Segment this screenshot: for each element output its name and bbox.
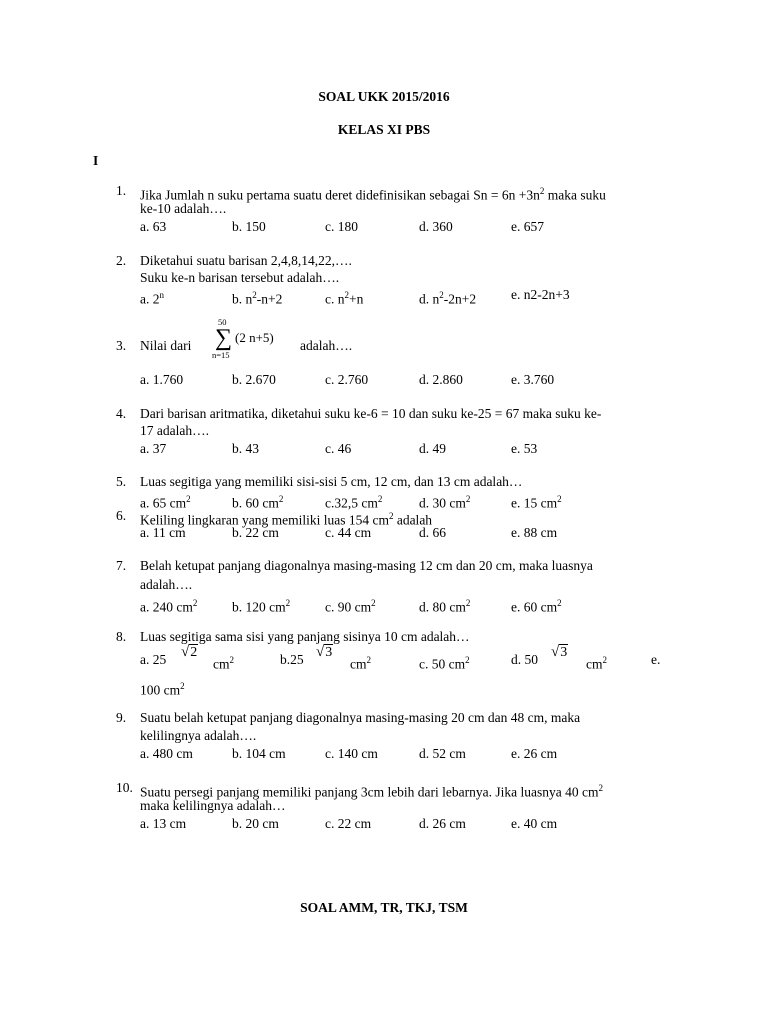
- question-4-text: Dari barisan aritmatika, diketahui suku ke-6 = 10 dan suku ke-25 = 67 maka suku ke-: [140, 406, 602, 421]
- question-6-text: Keliling lingkaran yang memiliki luas 154 $cm^2$ adalah: [140, 511, 433, 528]
- question-9-option-c: c. 140 cm: [325, 746, 378, 761]
- question-10-number: 10.: [116, 780, 133, 795]
- question-4-option-a: a. 37: [140, 441, 167, 456]
- question-2-text: Diketahui suatu barisan 2,4,8,14,22,….: [140, 253, 352, 268]
- question-1-text: Jika Jumlah n suku pertama suatu deret didefinisikan sebagai $Sn = 6n +3n^2$ maka suku: [140, 186, 606, 203]
- question-4-number: 4.: [116, 406, 127, 421]
- question-4-option-b: b. 43: [232, 441, 259, 456]
- question-4-option-e: e. 53: [511, 441, 538, 456]
- question-10-text: Suatu persegi panjang memiliki panjang 3cm lebih dari lebarnya. Jika luasnya 40 $cm^2$: [140, 783, 603, 800]
- sqrt-3-symbol: √3: [316, 644, 333, 660]
- question-9-option-d: d. 52 cm: [419, 746, 466, 761]
- question-7-option-a: a. 240 $cm^2$: [140, 598, 198, 615]
- question-6-option-c: c. 44 cm: [325, 525, 372, 540]
- question-7-option-b: b. 120 $cm^2$: [232, 598, 291, 615]
- question-3-number: 3.: [116, 338, 127, 353]
- question-8-text: Luas segitiga sama sisi yang panjang sisinya 10 cm adalah…: [140, 629, 470, 644]
- question-3-option-e: e. 3.760: [511, 372, 555, 387]
- question-1-option-d: d. 360: [419, 219, 453, 234]
- question-10-option-c: c. 22 cm: [325, 816, 372, 831]
- question-6-option-b: b. 22 cm: [232, 525, 279, 540]
- document-title: SOAL UKK 2015/2016: [318, 89, 450, 104]
- summation-expression: (2 n+5): [235, 330, 274, 345]
- question-5-option-a: a. 65 $cm^2$: [140, 494, 191, 511]
- question-1-text-line2: ke-10 adalah….: [140, 201, 227, 216]
- question-8-option-e-value: 100 $cm^2$: [140, 681, 185, 698]
- summation-lower-limit: n=15: [212, 350, 230, 360]
- question-9-text: Suatu belah ketupat panjang diagonalnya masing-masing 20 cm dan 48 cm, maka: [140, 710, 581, 725]
- question-3-tail: adalah….: [300, 338, 353, 353]
- question-7-text-line2: adalah….: [140, 577, 193, 592]
- question-8-number: 8.: [116, 629, 127, 644]
- question-7-option-d: d. 80 $cm^2$: [419, 598, 471, 615]
- question-1-option-b: b. 150: [232, 219, 266, 234]
- question-2-option-c: c. $n^2+n$: [325, 290, 364, 307]
- question-5-text: Luas segitiga yang memiliki sisi-sisi 5 cm, 12 cm, dan 13 cm adalah…: [140, 474, 523, 489]
- question-10-text-line2: maka kelilingnya adalah…: [140, 798, 286, 813]
- question-6-option-e: e. 88 cm: [511, 525, 558, 540]
- summation-formula: [208, 318, 298, 360]
- question-7-number: 7.: [116, 558, 127, 573]
- question-4-option-c: c. 46: [325, 441, 352, 456]
- question-6-option-a: a. 11 cm: [140, 525, 186, 540]
- question-8-option-a-label: a. 25: [140, 652, 167, 667]
- question-2-option-a: a. 2$^n$: [140, 290, 164, 307]
- question-5-option-e: e. 15 $cm^2$: [511, 494, 562, 511]
- question-7-option-e: e. 60 $cm^2$: [511, 598, 562, 615]
- question-9-number: 9.: [116, 710, 127, 725]
- question-10-option-b: b. 20 cm: [232, 816, 279, 831]
- question-1-number: 1.: [116, 183, 127, 198]
- question-8-option-b-label: b.25: [280, 652, 304, 667]
- summation-upper-limit: 50: [218, 317, 227, 327]
- question-2-option-e: e. n2-2n+3: [511, 287, 570, 302]
- question-6-option-d: d. 66: [419, 525, 446, 540]
- question-8-option-e-label: e.: [651, 652, 661, 667]
- question-1-option-e: e. 657: [511, 219, 544, 234]
- summation-sign: ∑: [215, 325, 233, 351]
- question-8-option-d-label: d. 50: [511, 652, 538, 667]
- question-5-option-d: d. 30 $cm^2$: [419, 494, 471, 511]
- sqrt-2-symbol: √2: [181, 644, 198, 660]
- question-6-number: 6.: [116, 508, 127, 523]
- document-subtitle: KELAS XI PBS: [337, 122, 431, 137]
- question-5-option-b: b. 60 $cm^2$: [232, 494, 284, 511]
- question-2-option-d: d. $n^2-2n+2$: [419, 290, 477, 307]
- question-2-text-line2: Suku ke-n barisan tersebut adalah….: [140, 270, 340, 285]
- question-9-option-b: b. 104 cm: [232, 746, 286, 761]
- question-8-option-d-unit: $cm^2$: [586, 655, 607, 672]
- question-7-text: Belah ketupat panjang diagonalnya masing-masing 12 cm dan 20 cm, maka luasnya: [140, 558, 593, 573]
- question-3-text: Nilai dari: [140, 338, 192, 353]
- question-9-option-a: a. 480 cm: [140, 746, 193, 761]
- question-10-option-d: d. 26 cm: [419, 816, 466, 831]
- question-4-text-line2: 17 adalah….: [140, 423, 209, 438]
- section-heading: SOAL AMM, TR, TKJ, TSM: [300, 900, 468, 915]
- question-3-option-c: c. 2.760: [325, 372, 369, 387]
- question-3-option-b: b. 2.670: [232, 372, 276, 387]
- section-number: I: [93, 153, 99, 168]
- question-1-option-c: c. 180: [325, 219, 358, 234]
- question-3-option-d: d. 2.860: [419, 372, 463, 387]
- question-7-option-c: c. 90 $cm^2$: [325, 598, 376, 615]
- question-8-option-a-unit: $cm^2$: [213, 655, 234, 672]
- question-3-option-a: a. 1.760: [140, 372, 184, 387]
- question-4-option-d: d. 49: [419, 441, 446, 456]
- question-5-number: 5.: [116, 474, 127, 489]
- question-2-option-b: b. $n^2-n+2$: [232, 290, 283, 307]
- question-10-option-e: e. 40 cm: [511, 816, 558, 831]
- question-8-option-b-unit: $cm^2$: [350, 655, 371, 672]
- question-5-option-c: c.32,5 $cm^2$: [325, 494, 383, 511]
- question-2-number: 2.: [116, 253, 127, 268]
- question-10-option-a: a. 13 cm: [140, 816, 187, 831]
- question-9-text-line2: kelilingnya adalah….: [140, 728, 257, 743]
- question-9-option-e: e. 26 cm: [511, 746, 558, 761]
- question-8-option-c: c. 50 $cm^2$: [419, 655, 470, 672]
- sqrt-3-symbol: √3: [551, 644, 568, 660]
- question-1-option-a: a. 63: [140, 219, 167, 234]
